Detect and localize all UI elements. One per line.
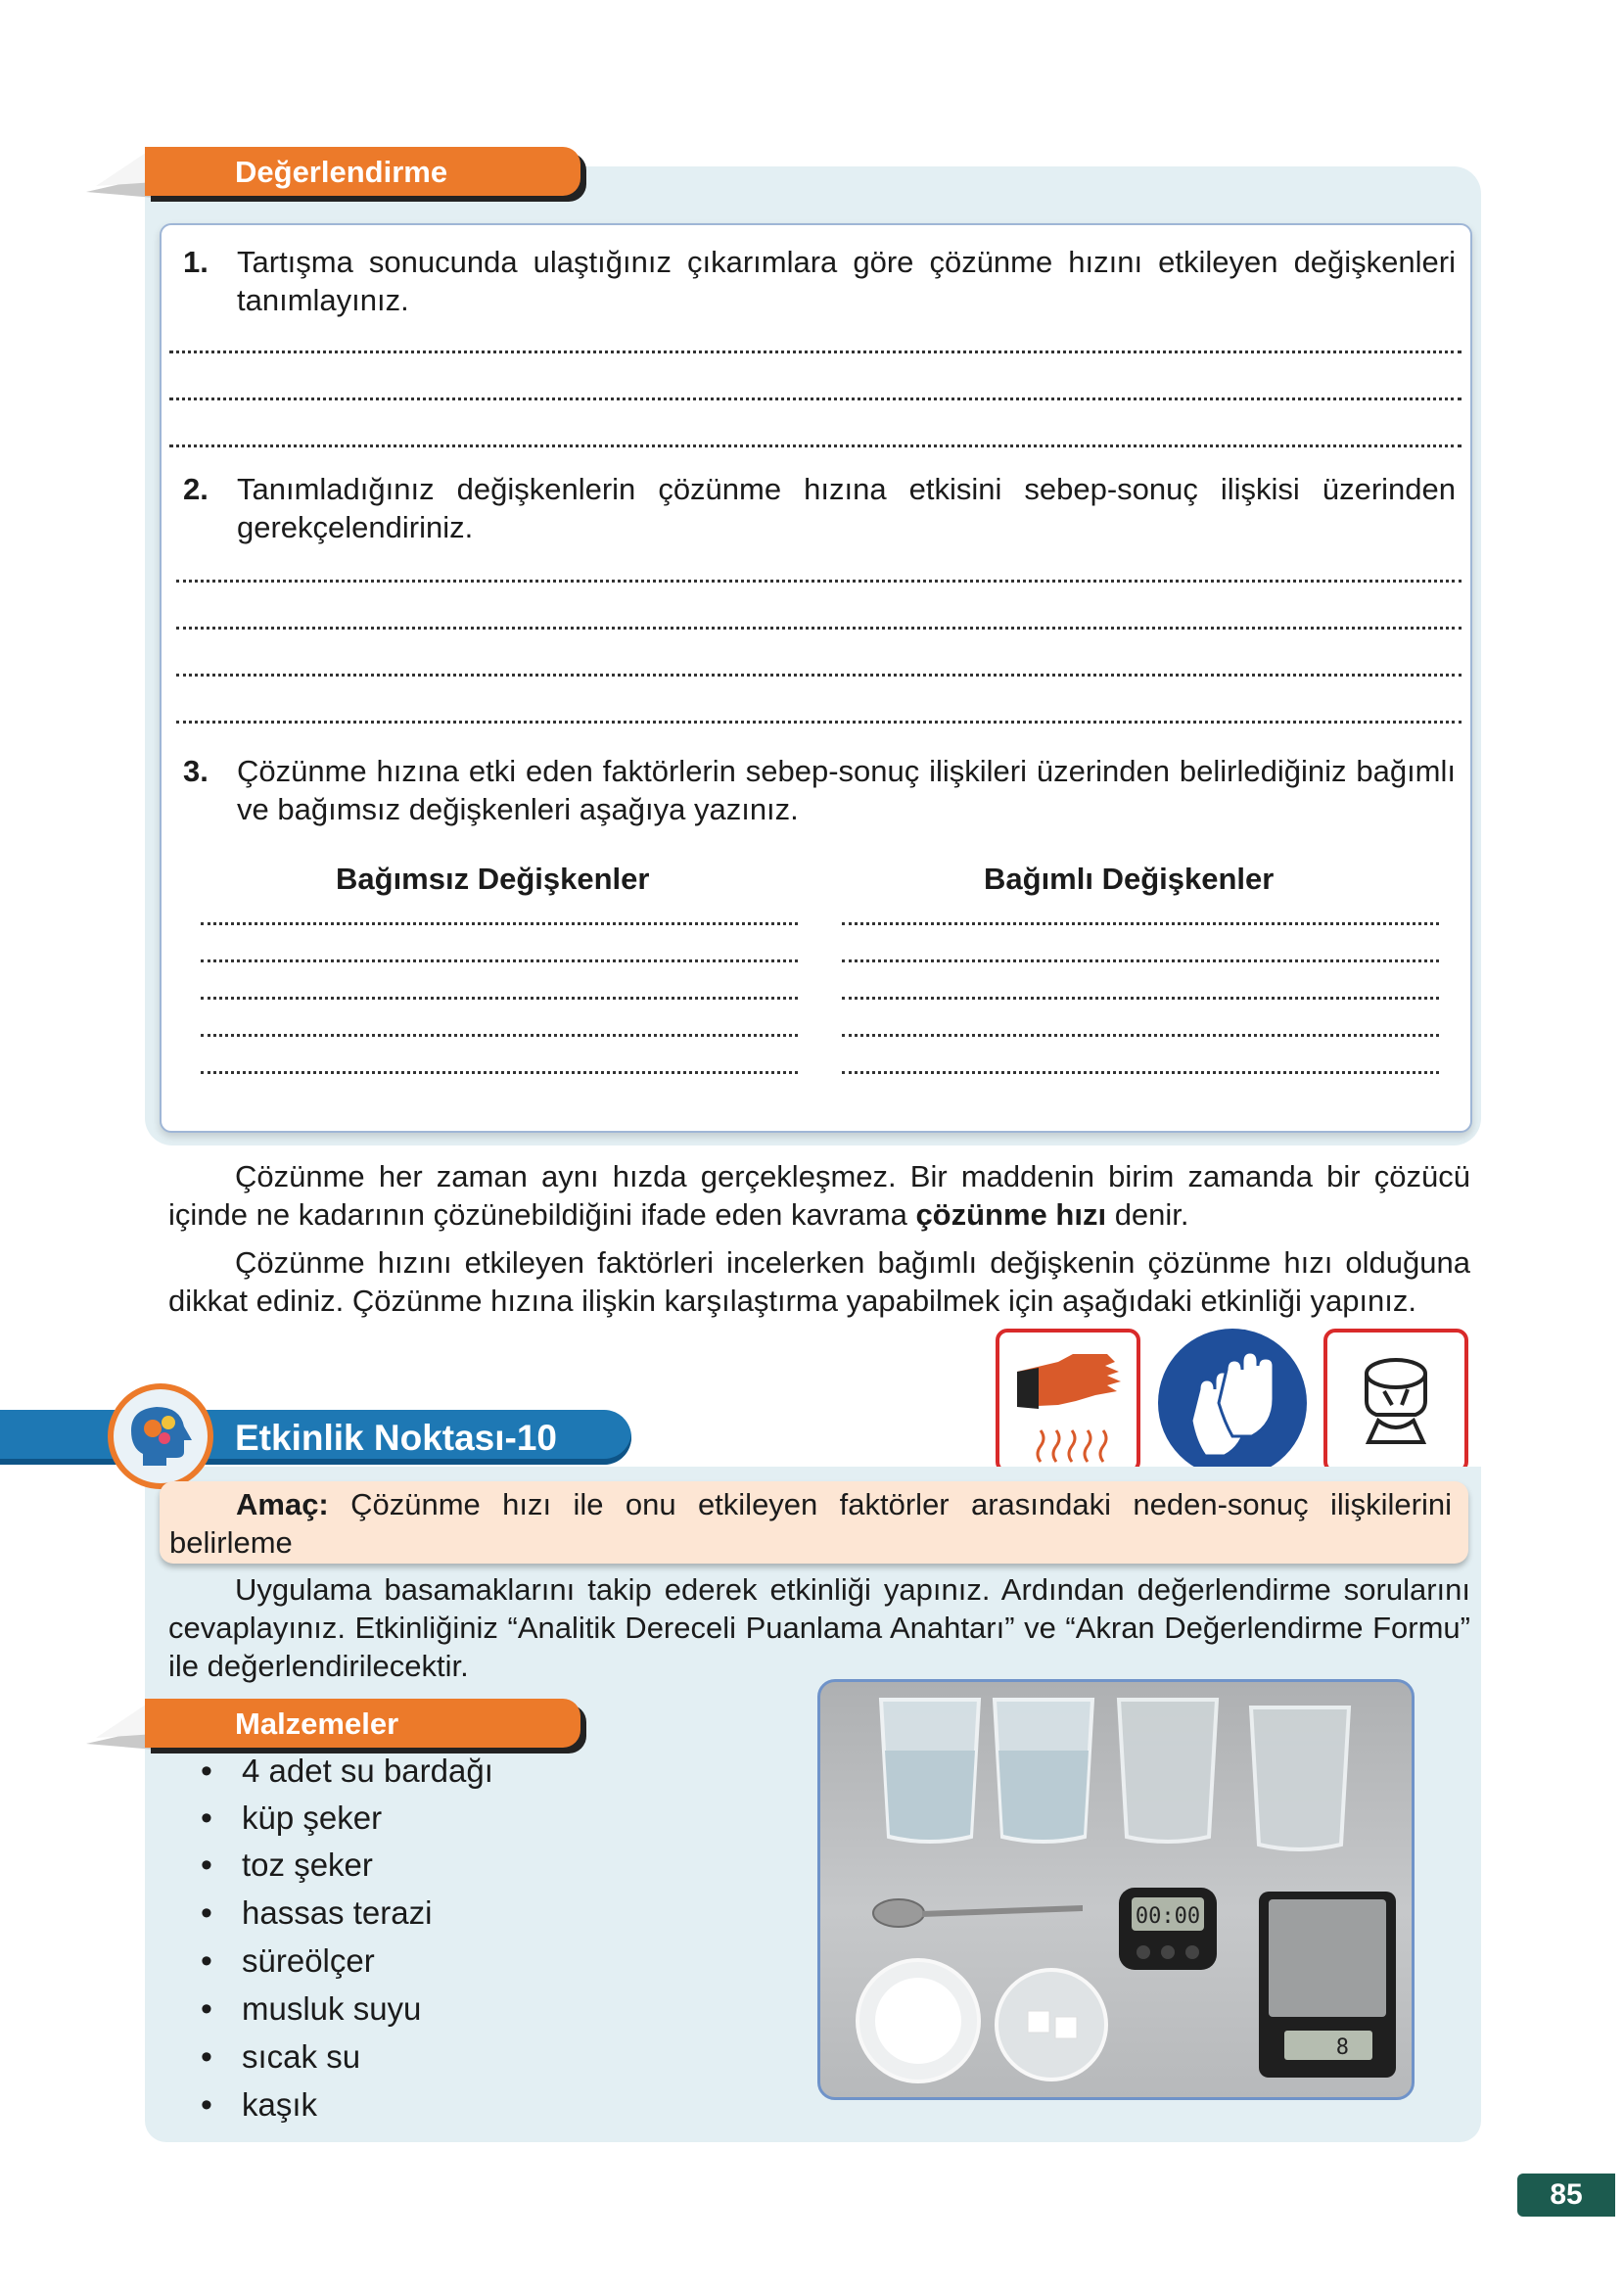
answer-line[interactable]: [169, 351, 1462, 353]
dependent-variables-heading: Bağımlı Değişkenler: [984, 862, 1275, 896]
answer-line[interactable]: [201, 922, 798, 925]
evaluation-header: [86, 147, 580, 198]
answer-line[interactable]: [842, 922, 1439, 925]
answer-line[interactable]: [176, 721, 1462, 724]
evaluation-title: Değerlendirme: [235, 155, 448, 189]
question-number: 1.: [183, 245, 209, 279]
answer-line[interactable]: [842, 997, 1439, 1000]
intro-paragraph-2: Çözünme hızını etkileyen faktörleri incelerken bağımlı değişkenin çözünme hızı olduğuna dikkat ediniz. Çözünme hızına ilişkin karşılaştırma yapabilmek için aşağıdaki etkinliği yapınız.: [168, 1245, 1470, 1318]
glass-icon: [1251, 1707, 1349, 1849]
answer-line[interactable]: [176, 674, 1462, 677]
safety-goggles-icon: [1323, 1329, 1468, 1473]
key-term: çözünme hızı: [915, 1197, 1107, 1232]
activity-title: Etkinlik Noktası-10: [235, 1418, 558, 1458]
answer-line[interactable]: [169, 397, 1462, 400]
hot-surface-glove-icon: [996, 1329, 1140, 1473]
question-text: Tartışma sonucunda ulaştığınız çıkarımlara göre çözünme hızını etkileyen değişkenleri tanımlayınız.: [237, 245, 1456, 317]
protective-gloves-icon: [1158, 1329, 1307, 1477]
answer-line[interactable]: [201, 1034, 798, 1037]
intro-text: Çözünme her zaman aynı hızda gerçekleşmez. Bir maddenin birim zamanda bir çözücü içinde ne kadarının çözünebildiğini ifade eden kavrama: [168, 1159, 1470, 1232]
intro-text: denir.: [1106, 1197, 1189, 1232]
answer-line[interactable]: [201, 997, 798, 1000]
question-number: 2.: [183, 472, 209, 506]
page-number: 85: [1517, 2174, 1615, 2217]
glass-icon: [881, 1700, 979, 1842]
timer-icon: [1119, 1888, 1217, 1970]
independent-variables-heading: Bağımsız Değişkenler: [336, 862, 650, 896]
question-text: Tanımladığınız değişkenlerin çözünme hızına etkisini sebep-sonuç ilişkisi üzerinden gerekçelendiriniz.: [237, 472, 1456, 544]
scale-display: 8: [1335, 2035, 1349, 2060]
glass-icon: [1119, 1700, 1217, 1842]
materials-title: Malzemeler: [235, 1707, 399, 1741]
spoon-icon: [873, 1899, 1083, 1927]
sugar-cube-dish-icon: [997, 1970, 1106, 2080]
aim-box: [160, 1481, 1468, 1564]
aim-text: [169, 1485, 1452, 1562]
timer-display: 00:00: [1135, 1904, 1201, 1929]
answer-line[interactable]: [176, 627, 1462, 630]
answer-line[interactable]: [169, 444, 1462, 447]
aim-label: Amaç:: [236, 1487, 329, 1521]
materials-photo: [817, 1679, 1415, 2100]
glass-icon: [995, 1700, 1092, 1842]
answer-line[interactable]: [842, 1071, 1439, 1074]
evaluation-box: [160, 223, 1472, 1133]
activity-instructions: Uygulama basamaklarını takip ederek etkinliği yapınız. Ardından değerlendirme sorularını cevaplayınız. Etkinliğiniz “Analitik Dereceli Puanlama Anahtarı” ve “Akran Değerlendirme Formu” ile değerlendirilecektir.: [168, 1572, 1470, 1683]
answer-line[interactable]: [842, 959, 1439, 962]
aim-description: Çözünme hızı ile onu etkileyen faktörler arasındaki neden-sonuç ilişkilerini belirleme: [169, 1487, 1452, 1560]
question-text: Çözünme hızına etki eden faktörlerin sebep-sonuç ilişkileri üzerinden belirlediğiniz bağımlı ve bağımsız değişkenleri aşağıya yazınız.: [237, 754, 1456, 826]
intro-paragraph-1: [168, 1157, 1470, 1234]
answer-line[interactable]: [842, 1034, 1439, 1037]
brain-gears-icon: [108, 1383, 213, 1489]
materials-header: [86, 1699, 580, 1750]
answer-line[interactable]: [201, 1071, 798, 1074]
powdered-sugar-dish-icon: [858, 1960, 979, 2081]
scale-icon: [1259, 1892, 1396, 2078]
answer-line[interactable]: [176, 580, 1462, 583]
question-number: 3.: [183, 754, 209, 788]
answer-line[interactable]: [201, 959, 798, 962]
